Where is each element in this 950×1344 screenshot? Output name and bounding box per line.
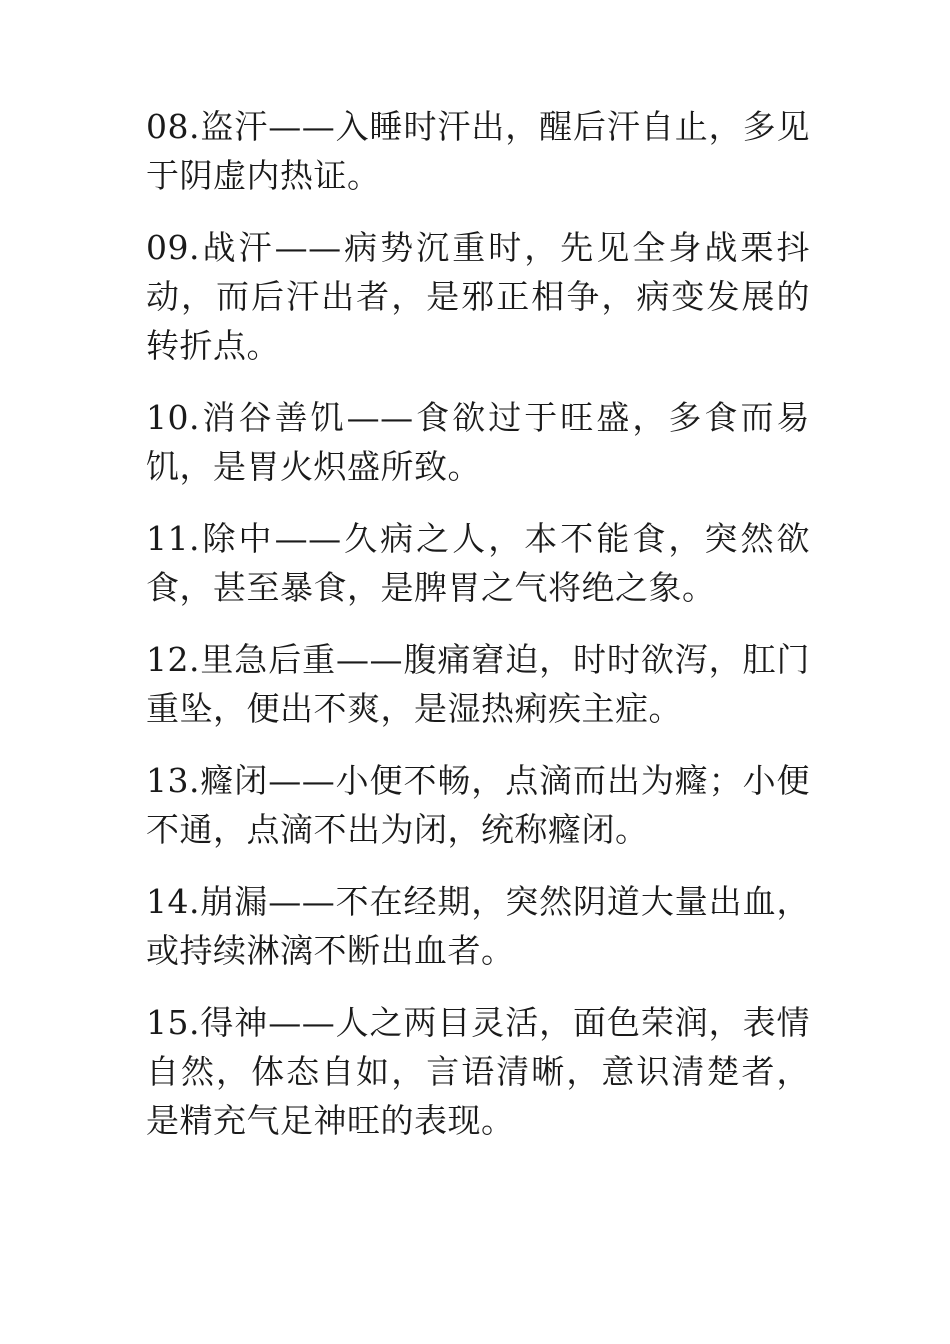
entry-09: 09.战汗——病势沉重时，先见全身战栗抖动，而后汗出者，是邪正相争，病变发展的转折点。 [146,228,810,365]
document-body [146,102,810,1168]
entry-12: 12.里急后重——腹痛窘迫，时时欲泻，肛门重坠，便出不爽，是湿热痢疾主症。 [146,640,810,728]
entry-14: 14.崩漏——不在经期，突然阴道大量出血，或持续淋漓不断出血者。 [146,882,810,970]
entry-15: 15.得神——人之两目灵活，面色荣润，表情自然，体态自如，言语清晰，意识清楚者，是精充气足神旺的表现。 [146,1003,810,1140]
entry-08: 08.盗汗——入睡时汗出，醒后汗自止，多见于阴虚内热证。 [146,107,810,195]
entry-11: 11.除中——久病之人，本不能食，突然欲食，甚至暴食，是脾胃之气将绝之象。 [146,519,810,607]
entry-13: 13.癃闭——小便不畅，点滴而出为癃；小便不通，点滴不出为闭，统称癃闭。 [146,761,810,849]
entry-10: 10.消谷善饥——食欲过于旺盛，多食而易饥，是胃火炽盛所致。 [146,398,810,486]
